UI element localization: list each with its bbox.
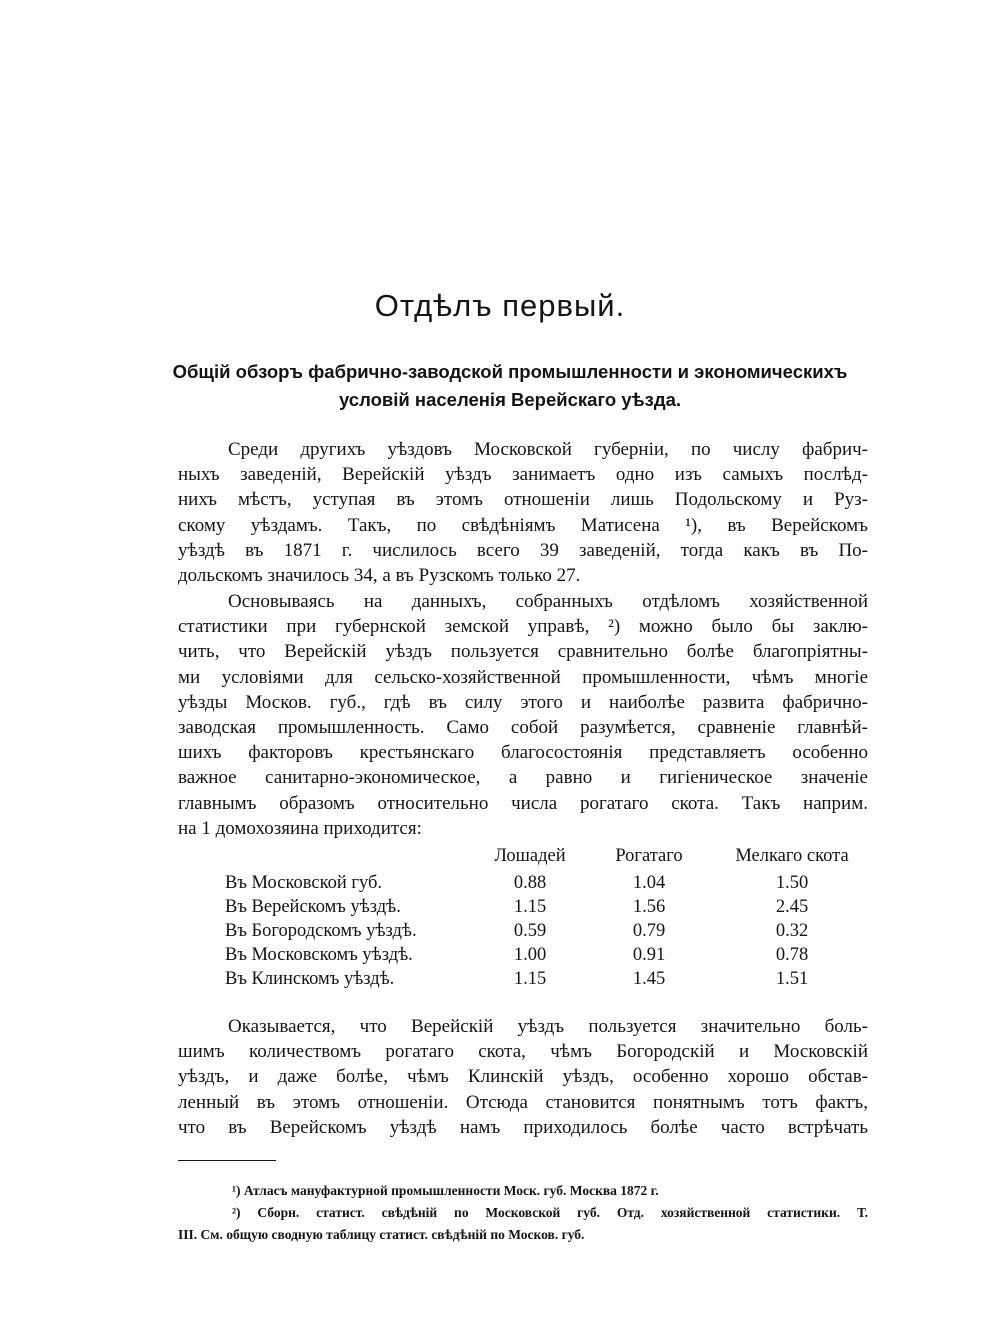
table-header-empty	[225, 845, 485, 871]
text-line: чить, что Верейскій уѣздъ пользуется сравнительно болѣе благопріятны-	[178, 641, 868, 663]
table-row	[225, 871, 861, 895]
cell-cattle: 0.79	[632, 921, 666, 941]
section-subtitle	[140, 358, 880, 414]
cell-small-livestock: 0.32	[775, 921, 809, 941]
cell-horses: 1.15	[513, 897, 547, 917]
column-header-horses: Лошадей	[494, 845, 566, 866]
text-line: главнымъ образомъ относительно числа рогатаго скота. Такъ наприм.	[178, 792, 868, 814]
text-line: шимъ количествомъ рогатаго скота, чѣмъ Богородскій и Московскій	[178, 1041, 868, 1063]
subtitle-line: Общій обзоръ фабрично-заводской промышленности и экономическихъ	[172, 361, 848, 382]
text-line: дольскомъ значилось 34, а въ Рузскомъ только 27.	[178, 565, 581, 587]
text-line: ми условіями для сельско-хозяйственной промышленности, чѣмъ многіе	[178, 666, 868, 688]
table-header-row	[225, 845, 861, 871]
section-title: Отдѣлъ первый.	[374, 288, 626, 323]
text-line: Оказывается, что Верейскій уѣздъ пользуется значительно боль-	[228, 1016, 868, 1037]
cell-small-livestock: 0.78	[775, 945, 809, 965]
paragraph-3	[178, 1014, 868, 1140]
cell-horses: 0.59	[513, 921, 547, 941]
footnote-1: ¹) Атласъ мануфактурной промышленности Моск. губ. Москва 1872 г.	[232, 1183, 659, 1198]
text-line: уѣзды Москов. губ., гдѣ въ силу этого и наиболѣе развита фабрично-	[178, 691, 868, 713]
cell-horses: 0.88	[513, 873, 547, 893]
column-header-cattle: Рогатаго	[615, 845, 683, 866]
column-header-small-livestock: Мелкаго скота	[735, 845, 849, 866]
text-line: что въ Верейскомъ уѣздѣ намъ приходилось болѣе часто встрѣчать	[178, 1116, 868, 1138]
text-line: ныхъ заведеній, Верейскій уѣздъ занимаетъ одно изъ самыхъ послѣд-	[178, 464, 868, 486]
row-label: Въ Клинскомъ уѣздѣ.	[225, 969, 395, 989]
cell-small-livestock: 1.50	[775, 873, 809, 893]
text-line: заводская промышленность. Само собой разумѣется, сравненіе главнѣй-	[178, 717, 868, 739]
row-label: Въ Московскомъ уѣздѣ.	[225, 945, 413, 965]
text-line: уѣздѣ въ 1871 г. числилось всего 39 заведеній, тогда какъ въ По-	[178, 539, 868, 561]
livestock-table	[225, 845, 861, 991]
cell-cattle: 1.56	[632, 897, 666, 917]
text-line: на 1 домохозяина приходится:	[178, 817, 422, 839]
table-row	[225, 967, 861, 991]
footnote-2: ²) Сборн. статист. свѣдѣній по Московской губ. Отд. хозяйственной статистики. Т.	[232, 1205, 868, 1220]
text-line: Среди другихъ уѣздовъ Московской губерніи, по числу фабрич-	[228, 439, 868, 460]
cell-small-livestock: 2.45	[775, 897, 809, 917]
footnotes	[178, 1180, 868, 1246]
footnote-2-continuation: III. См. общую сводную таблицу статист. свѣдѣній по Москов. губ.	[178, 1227, 585, 1242]
table-row	[225, 919, 861, 943]
subtitle-line: условій населенія Верейскаго уѣзда.	[338, 389, 682, 410]
row-label: Въ Верейскомъ уѣздѣ.	[225, 897, 401, 917]
cell-horses: 1.15	[513, 969, 547, 989]
text-line: ленный въ этомъ отношеніи. Отсюда становится понятнымъ тотъ фактъ,	[178, 1091, 868, 1113]
text-line: Основываясь на данныхъ, собранныхъ отдѣломъ хозяйственной	[228, 591, 868, 612]
row-label: Въ Московской губ.	[225, 873, 383, 893]
table-row	[225, 895, 861, 919]
text-line: шихъ факторовъ крестьянскаго благосостоянія представляетъ особенно	[178, 742, 868, 764]
paragraph-1	[178, 437, 868, 588]
table-row	[225, 943, 861, 967]
text-line: нихъ мѣстъ, уступая въ этомъ отношеніи лишь Подольскому и Руз-	[178, 489, 868, 511]
text-line: уѣздъ, и даже болѣе, чѣмъ Клинскій уѣздъ, особенно хорошо обстав-	[178, 1066, 868, 1088]
cell-small-livestock: 1.51	[775, 969, 809, 989]
cell-cattle: 1.45	[632, 969, 666, 989]
cell-cattle: 1.04	[632, 873, 666, 893]
text-line: статистики при губернской земской управѣ, ²) можно было бы заклю-	[178, 616, 868, 638]
cell-cattle: 0.91	[632, 945, 666, 965]
text-line: важное санитарно-экономическое, а равно и гигіеническое значеніе	[178, 767, 868, 789]
paragraph-2	[178, 589, 868, 841]
cell-horses: 1.00	[513, 945, 547, 965]
text-line: скому уѣздамъ. Такъ, по свѣдѣніямъ Матисена ¹), въ Верейскомъ	[178, 514, 868, 536]
footnote-divider	[178, 1160, 276, 1161]
row-label: Въ Богородскомъ уѣздѣ.	[225, 921, 417, 941]
